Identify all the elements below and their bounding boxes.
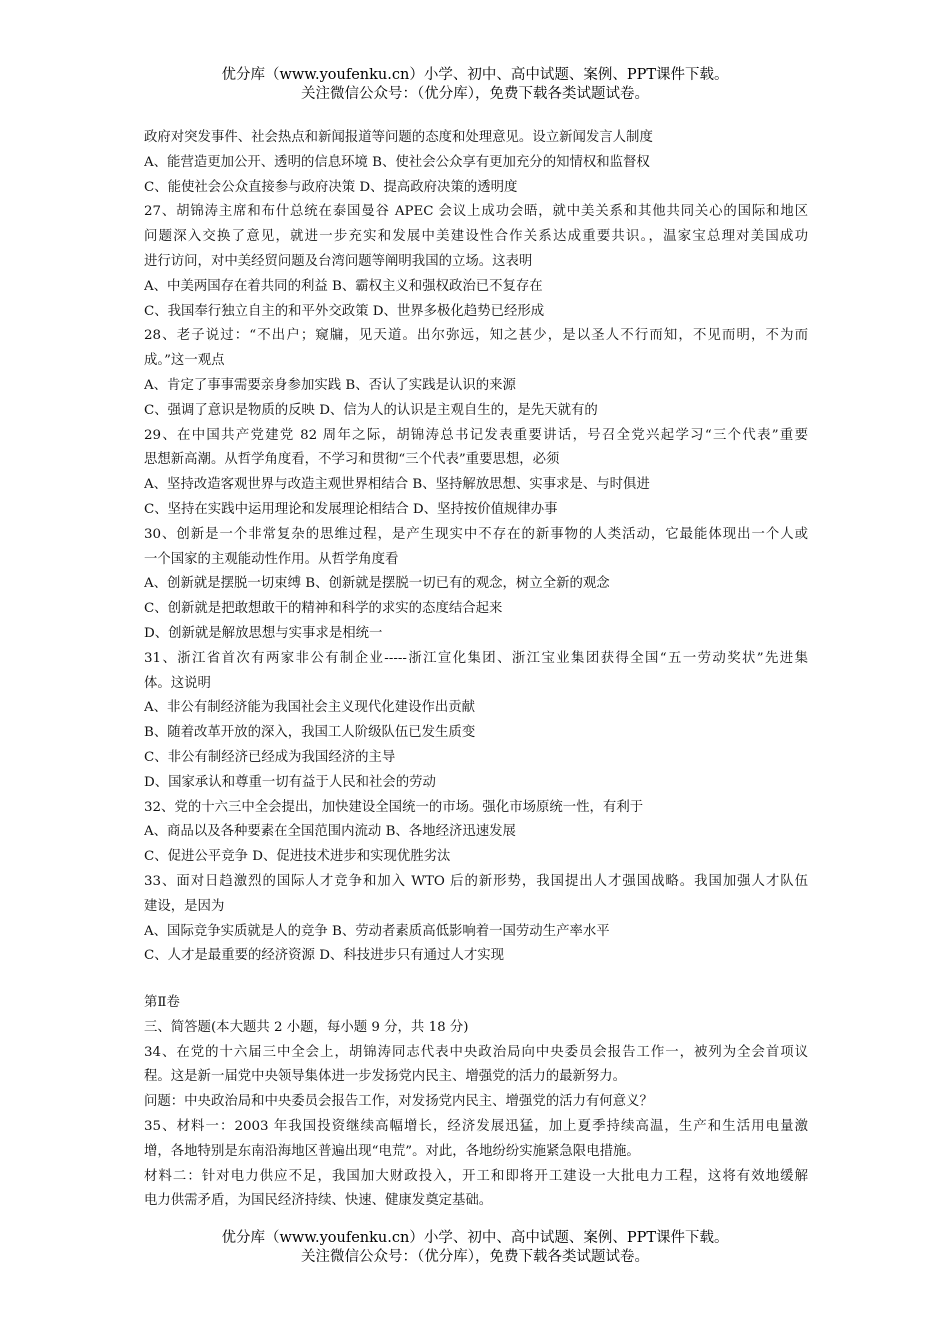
text-line: 政府对突发事件、社会热点和新闻报道等问题的态度和处理意见。设立新闻发言人制度 (144, 130, 653, 145)
exam-content (144, 126, 808, 1214)
text-line: 程。这是新一届党中央领导集体进一步发扬党内民主、增强党的活力的最新努力。 (144, 1069, 627, 1085)
text-line: C、强调了意识是物质的反映 D、信为人的认识是主观自生的，是先天就有的 (144, 402, 598, 418)
text-line: D、国家承认和尊重一切有益于人民和社会的劳动 (144, 774, 436, 790)
text-line: 第Ⅱ卷 (144, 995, 180, 1011)
text-line: 问题深入交换了意见，就进一步充实和发展中美建设性合作关系达成重要共识。，温家宝总理对美国成功 (144, 229, 808, 245)
text-line: A、能营造更加公开、透明的信息环境 B、使社会公众享有更加充分的知情权和监督权 (144, 154, 650, 170)
text-line: 一个国家的主观能动性作用。从哲学角度看 (144, 551, 399, 567)
text-line: 32、党的十六三中全会提出，加快建设全国统一的市场。强化市场原统一性，有利于 (144, 799, 644, 815)
section-gap (144, 969, 808, 991)
text-line: A、商品以及各种要素在全国范围内流动 B、各地经济迅速发展 (144, 824, 516, 840)
text-line: 三、简答题(本大题共 2 小题，每小题 9 分，共 18 分) (144, 1019, 469, 1035)
text-line: 思想新高潮。从哲学角度看，不学习和贯彻“三个代表”重要思想，必须 (144, 452, 560, 468)
text-line: A、国际竞争实质就是人的竞争 B、劳动者素质高低影响着一国劳动生产率水平 (144, 923, 610, 939)
page-header (0, 66, 950, 104)
text-line: 增，各地特别是东南沿海地区普遍出现“电荒”。对此，各地纷纷实施紧急限电措施。 (144, 1143, 640, 1159)
part-1-questions (144, 126, 808, 969)
text-line: A、中美两国存在着共同的利益 B、霸权主义和强权政治已不复存在 (144, 278, 543, 294)
text-line: 34、在党的十六届三中全会上，胡锦涛同志代表中央政治局向中央委员会报告工作一，被列为全会首项议 (144, 1044, 808, 1060)
text-line: C、创新就是把敢想敢干的精神和科学的求实的态度结合起来 (144, 601, 503, 617)
page-footer (0, 1229, 950, 1267)
text-line: B、随着改革开放的深入，我国工人阶级队伍已发生质变 (144, 725, 476, 741)
text-line: D、创新就是解放思想与实事求是相统一 (144, 625, 383, 641)
text-line: 成。”这一观点 (144, 353, 225, 369)
part-2-questions (144, 991, 808, 1214)
text-line: C、坚持在实践中运用理论和发展理论相结合 D、坚持按价值规律办事 (144, 501, 558, 517)
text-line: A、非公有制经济能为我国社会主义现代化建设作出贡献 (144, 700, 476, 716)
text-line: 电力供需矛盾，为国民经济持续、快速、健康发奠定基础。 (144, 1193, 493, 1209)
header-line-1: 优分库（www.youfenku.cn）小学、初中、高中试题、案例、PPT课件下载。 (221, 67, 729, 83)
text-line: 问题：中央政治局和中央委员会报告工作，对发扬党内民主、增强党的活力有何意义？ (144, 1094, 653, 1110)
text-line: A、肯定了事事需要亲身参加实践 B、否认了实践是认识的来源 (144, 377, 516, 393)
text-line: C、人才是最重要的经济资源 D、科技进步只有通过人才实现 (144, 948, 505, 964)
text-line: 建设，是因为 (144, 898, 225, 914)
footer-line-2: 关注微信公众号：（优分库），免费下载各类试题试卷。 (301, 1249, 649, 1265)
text-line: 28、老子说过：“不出户；窥牖，见天道。出尔弥远，知之甚少，是以圣人不行而知，不见而明，不为而 (144, 328, 808, 344)
text-line: 体。这说明 (144, 675, 211, 691)
text-line: C、我国奉行独立自主的和平外交政策 D、世界多极化趋势已经形成 (144, 303, 545, 319)
text-line: C、促进公平竞争 D、促进技术进步和实现优胜劣汰 (144, 849, 451, 865)
text-line: 33、面对日趋激烈的国际人才竞争和加入 WTO 后的新形势，我国提出人才强国战略。我国加强人才队伍 (144, 873, 808, 889)
text-line: 29、在中国共产党建党 82 周年之际，胡锦涛总书记发表重要讲话，号召全党兴起学习“三个代表”重要 (144, 427, 808, 443)
footer-line-1: 优分库（www.youfenku.cn）小学、初中、高中试题、案例、PPT课件下载。 (221, 1230, 729, 1246)
text-line: 30、创新是一个非常复杂的思维过程，是产生现实中不存在的新事物的人类活动，它最能体现出一个人或 (144, 526, 808, 542)
text-line: C、非公有制经济已经成为我国经济的主导 (144, 749, 396, 765)
text-line: A、坚持改造客观世界与改造主观世界相结合 B、坚持解放思想、实事求是、与时俱进 (144, 477, 650, 493)
text-line: 31、浙江省首次有两家非公有制企业-----浙江宣化集团、浙江宝业集团获得全国“五一劳动奖状”先进集 (144, 650, 808, 666)
text-line: C、能使社会公众直接参与政府决策 D、提高政府决策的透明度 (144, 179, 518, 195)
text-line: 27、胡锦涛主席和布什总统在泰国曼谷 APEC 会议上成功会晤，就中美关系和其他共同关心的国际和地区 (144, 204, 808, 220)
text-line: 进行访问，对中美经贸问题及台湾问题等阐明我国的立场。这表明 (144, 253, 533, 269)
text-line: 材料二：针对电力供应不足，我国加大财政投入，开工和即将开工建设一大批电力工程，这将有效地缓解 (144, 1168, 808, 1184)
header-line-2: 关注微信公众号：（优分库），免费下载各类试题试卷。 (301, 86, 649, 102)
text-line: A、创新就是摆脱一切束缚 B、创新就是摆脱一切已有的观念，树立全新的观念 (144, 576, 610, 592)
text-line: 35、材料一：2003 年我国投资继续高幅增长，经济发展迅猛，加上夏季持续高温，生产和生活用电量激 (144, 1119, 808, 1135)
